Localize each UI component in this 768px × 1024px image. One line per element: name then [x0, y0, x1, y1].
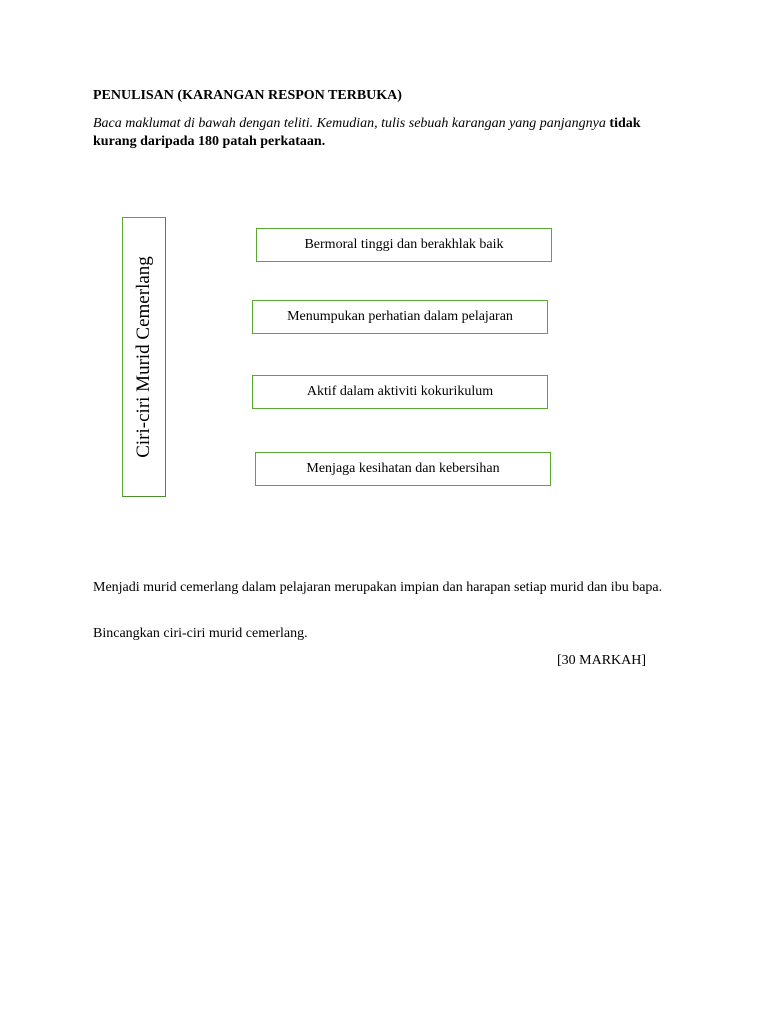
diagram-title-box [122, 217, 166, 497]
feature-box-2: Menumpukan perhatian dalam pelajaran [252, 300, 548, 334]
instruction-text [93, 115, 683, 151]
diagram-title: Ciri-ciri Murid Cemerlang [133, 256, 154, 458]
instruction-italic: Baca maklumat di bawah dengan teliti. Kemudian, tulis sebuah karangan yang panjangnya [93, 116, 606, 131]
marks-label: [30 MARKAH] [557, 653, 647, 668]
question-text: Bincangkan ciri-ciri murid cemerlang. [93, 626, 308, 641]
feature-box-3: Aktif dalam aktiviti kokurikulum [252, 375, 548, 409]
instruction-bold: tidak kurang daripada 180 patah perkataan. [93, 116, 641, 149]
section-heading: PENULISAN (KARANGAN RESPON TERBUKA) [93, 88, 402, 103]
body-paragraph: Menjadi murid cemerlang dalam pelajaran merupakan impian dan harapan setiap murid dan ibu bapa. [93, 580, 663, 595]
feature-box-4: Menjaga kesihatan dan kebersihan [255, 452, 551, 486]
feature-box-1: Bermoral tinggi dan berakhlak baik [256, 228, 552, 262]
